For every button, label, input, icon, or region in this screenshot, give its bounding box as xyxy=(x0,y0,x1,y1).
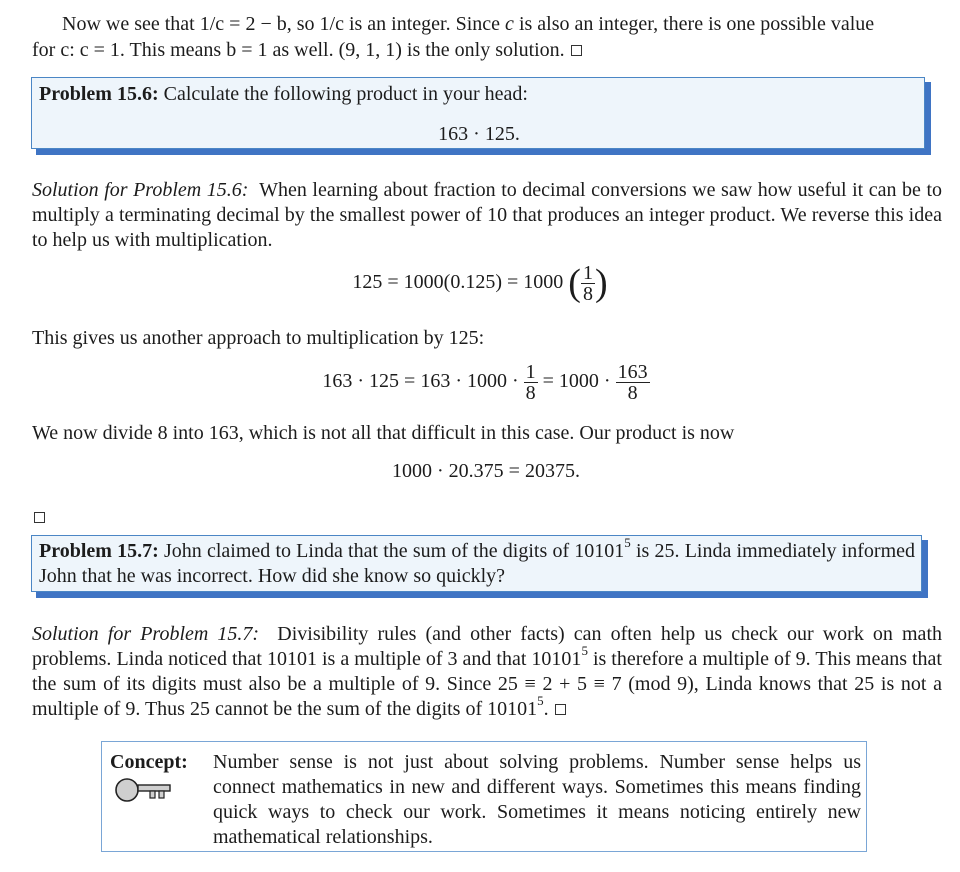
solution-text: Divisibility rules (and other facts) can often help us check our work on math problems. Linda noticed that 10101 is a multiple of 3 and that 10101 xyxy=(32,623,942,670)
fraction: $\frac{163}{8}$ xyxy=(617,361,648,404)
intro-math: 1/c = 2 − b xyxy=(199,13,287,35)
solution-label: Solution for Problem 15.6: xyxy=(32,179,249,201)
equation-3: 1000 · 20.375 = 20375. xyxy=(392,460,580,482)
problem-label: Problem 15.7: xyxy=(39,540,159,562)
equation-text: = 1000 · xyxy=(542,370,611,393)
problem-text: is 25. Linda immediately informed John that he was incorrect. How did she know so quickly? xyxy=(39,540,915,587)
problem-text: Calculate the following product in your head: xyxy=(163,83,528,105)
intro-paragraph xyxy=(32,12,942,37)
after-text: We now divide 8 into 163, which is not all that difficult in this case. Our product is now xyxy=(32,422,735,444)
problem-15-6-header xyxy=(39,82,528,107)
exponent: 5 xyxy=(624,535,631,551)
equation-2 xyxy=(6,362,960,403)
qed-icon xyxy=(34,505,45,530)
concept-box xyxy=(101,741,867,852)
intro-math: 1/c xyxy=(319,13,344,35)
intro-line-2 xyxy=(32,38,942,63)
solution-15-6-paragraph xyxy=(32,178,942,253)
between-text: This gives us another approach to multiplication by 125: xyxy=(32,327,485,349)
solution-text: When learning about fraction to decimal conversions we saw how useful it can be to multiply a terminating decimal by the smallest power of 10 that produces an integer product. We reverse this idea to help us with multiplication. xyxy=(32,179,943,251)
intro-text: is also an integer, there is one possible value xyxy=(513,13,875,35)
solution-text: . xyxy=(543,698,549,720)
fraction: $\frac{1}{8}$ xyxy=(525,361,536,404)
problem-label: Problem 15.6: xyxy=(39,83,159,105)
solution-15-7-paragraph xyxy=(32,622,942,722)
equation-text: 125 = 1000(0.125) = 1000 xyxy=(352,271,564,294)
key-icon xyxy=(114,776,172,804)
exponent: 5 xyxy=(581,643,588,659)
intro-text: is an integer. Since xyxy=(343,13,506,35)
equation-1: 125 = 1000(0.125) = 1000 ( $\frac{1}{8}$ ) xyxy=(352,262,608,305)
concept-label: Concept: xyxy=(110,751,188,773)
problem-15-6-box xyxy=(31,77,925,149)
equation-text: 163 · 125 = 163 · 1000 · xyxy=(322,370,519,393)
solution-label: Solution for Problem 15.7: xyxy=(32,623,260,645)
intro-text: , so xyxy=(286,13,320,35)
concept-text: Number sense is not just about solving problems. Number sense helps us connect mathematics in new and different ways. Sometimes this means finding quick ways to check our work. Sometimes it means noticing entirely new mathematical relationships. xyxy=(213,751,861,848)
qed-icon xyxy=(555,704,566,715)
solution-text: is therefore a multiple of 9. This means that the sum of its digits must also be a multiple of 9. Since 25 ≡ 2 + 5 ≡ 7 (mod 9), Linda knows that 25 is not a multiple of 9. Thus 25 cannot be the sum of the digits of 10101 xyxy=(32,648,942,720)
problem-expression: 163 · 125. xyxy=(438,123,520,145)
fraction: $\frac{1}{8}$ xyxy=(582,262,593,305)
problem-15-7-text xyxy=(39,535,915,589)
problem-15-7-box xyxy=(31,535,922,592)
intro-text: for c: c = 1. This means b = 1 as well. (9, 1, 1) is the only solution. xyxy=(32,39,565,61)
problem-text: John claimed to Linda that the sum of the digits of 10101 xyxy=(163,540,625,562)
intro-text: Now we see that xyxy=(62,13,200,35)
intro-math: c xyxy=(505,13,514,35)
qed-icon xyxy=(571,45,582,56)
exponent: 5 xyxy=(537,693,544,709)
